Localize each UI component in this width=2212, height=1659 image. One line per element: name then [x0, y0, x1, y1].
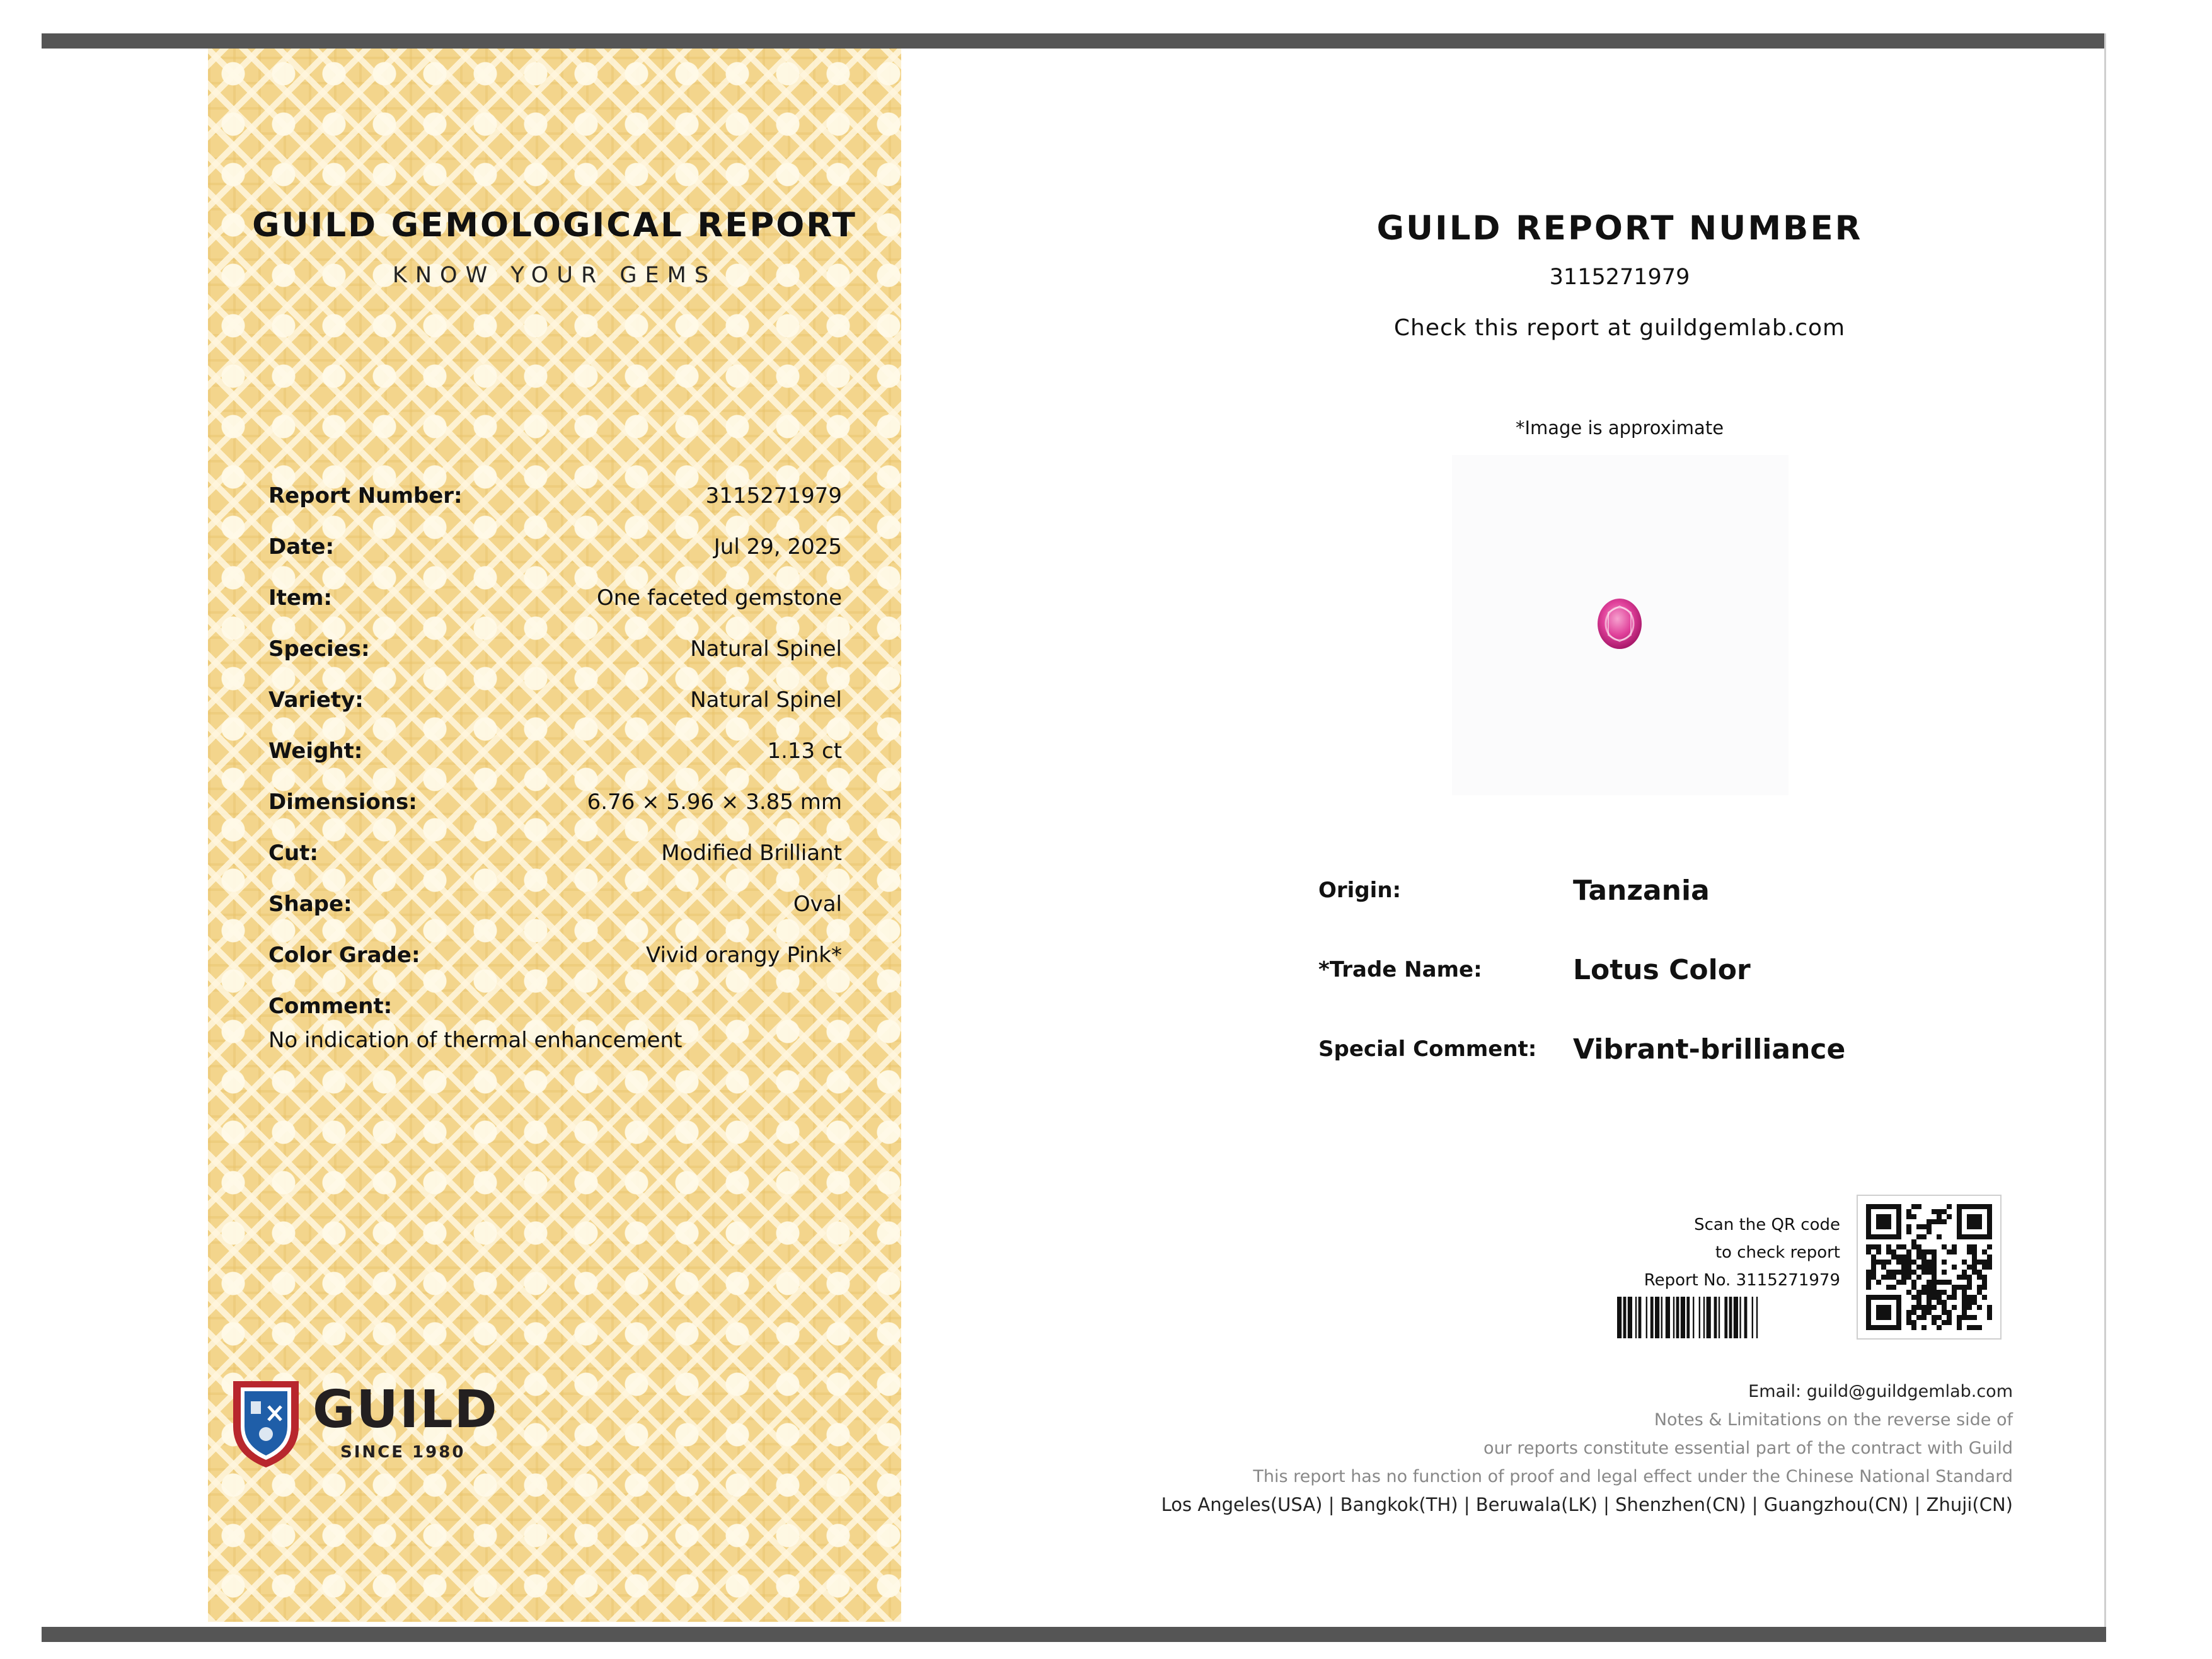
detail-value: Jul 29, 2025	[713, 534, 842, 560]
detail-row-shape	[268, 892, 842, 943]
footer-note-1: Notes & Limitations on the reverse side of	[1654, 1410, 2013, 1430]
report-title: GUILD GEMOLOGICAL REPORT	[252, 206, 857, 244]
detail-label: Cut:	[268, 841, 319, 866]
detail-label: Variety:	[268, 687, 364, 713]
detail-row-weight	[268, 738, 842, 789]
detail-label: Item:	[268, 585, 332, 611]
qr-code-icon	[1866, 1204, 1992, 1330]
detail-row-color-grade	[268, 943, 842, 994]
comment-label: Comment:	[268, 994, 393, 1019]
info-row-special-comment	[1318, 1009, 1886, 1089]
logo-wordmark: GUILD	[313, 1380, 498, 1440]
detail-row-species	[268, 636, 842, 687]
detail-label: Dimensions:	[268, 789, 417, 815]
detail-value: Natural Spinel	[690, 687, 842, 713]
qr-code[interactable]	[1857, 1195, 2002, 1340]
footer-note-3: This report has no function of proof and legal effect under the Chinese National Standard	[1253, 1467, 2013, 1486]
detail-value: Vivid orangy Pink*	[645, 943, 842, 968]
guild-logo	[222, 1376, 498, 1471]
detail-label: Weight:	[268, 738, 363, 764]
comment-text: No indication of thermal enhancement	[268, 1028, 683, 1053]
details-list	[268, 483, 842, 1053]
detail-row-date	[268, 534, 842, 585]
detail-value: Natural Spinel	[690, 636, 842, 662]
detail-value: Oval	[793, 892, 842, 917]
detail-row-report-number	[268, 483, 842, 534]
detail-row-dimensions	[268, 789, 842, 841]
detail-row-item	[268, 585, 842, 636]
detail-value: 1.13 ct	[767, 738, 842, 764]
detail-label: Date:	[268, 534, 335, 560]
info-row-trade-name	[1318, 930, 1886, 1009]
gem-origin-info	[1318, 851, 1886, 1089]
logo-since: SINCE 1980	[340, 1443, 466, 1462]
info-value: Vibrant-brilliance	[1573, 1033, 1846, 1065]
report-tagline: KNOW YOUR GEMS	[392, 263, 717, 288]
detail-row-cut	[268, 841, 842, 892]
qr-line-scan: Scan the QR code	[1694, 1215, 1840, 1234]
verify-report-text: Check this report at guildgemlab.com	[1393, 315, 1846, 341]
detail-value: 6.76 × 5.96 × 3.85 mm	[587, 789, 842, 815]
report-number-value: 3115271979	[1549, 265, 1690, 290]
qr-line-check: to check report	[1715, 1243, 1840, 1262]
info-value: Tanzania	[1573, 874, 1710, 907]
report-number-heading: GUILD REPORT NUMBER	[1376, 209, 1863, 248]
footer-note-2: our reports constitute essential part of the contract with Guild	[1483, 1438, 2013, 1458]
qr-line-report-no: Report No. 3115271979	[1644, 1271, 1840, 1290]
barcode	[1617, 1297, 1841, 1338]
detail-value: One faceted gemstone	[596, 585, 842, 611]
info-label: Origin:	[1318, 878, 1402, 903]
detail-label: Color Grade:	[268, 943, 420, 968]
footer-notes	[1134, 1377, 2013, 1519]
detail-label: Shape:	[268, 892, 352, 917]
detail-value: Modified Brilliant	[661, 841, 842, 866]
info-label: Special Comment:	[1318, 1036, 1537, 1062]
detail-label: Species:	[268, 636, 370, 662]
detail-row-variety	[268, 687, 842, 738]
qr-instructions	[1575, 1211, 1840, 1294]
gem-photo	[1452, 455, 1789, 795]
top-frame-bar	[42, 33, 2106, 49]
info-value: Lotus Color	[1573, 953, 1751, 986]
footer-email: Email: guild@guildgemlab.com	[1748, 1382, 2013, 1401]
right-frame-edge	[2104, 33, 2106, 1642]
gemstone-image	[1452, 455, 1789, 795]
detail-value: 3115271979	[705, 483, 842, 508]
guild-shield-icon	[228, 1376, 304, 1471]
bottom-frame-bar	[42, 1627, 2106, 1642]
image-approx-note: *Image is approximate	[1515, 417, 1724, 439]
info-row-origin	[1318, 851, 1886, 930]
info-label: *Trade Name:	[1318, 957, 1482, 982]
footer-locations: Los Angeles(USA) | Bangkok(TH) | Beruwala(LK) | Shenzhen(CN) | Guangzhou(CN) | Zhuji(CN)	[1161, 1494, 2013, 1515]
detail-label: Report Number:	[268, 483, 463, 508]
